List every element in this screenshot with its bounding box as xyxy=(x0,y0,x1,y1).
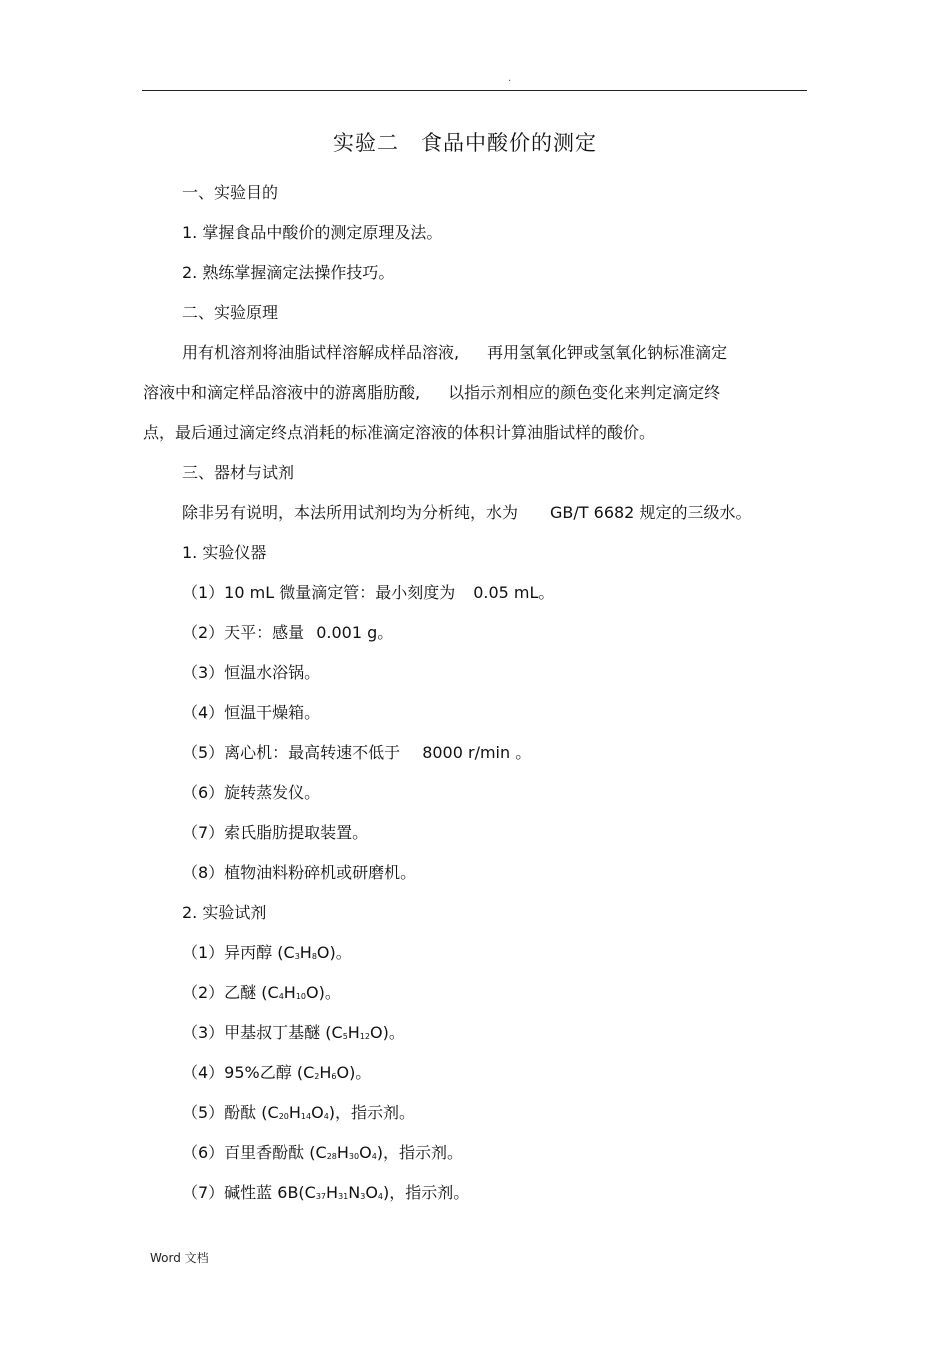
footer-label: Word 文档 xyxy=(150,1251,209,1265)
materials-heading: 三、器材与试剂 xyxy=(182,463,295,482)
principle-heading: 二、实验原理 xyxy=(182,303,279,322)
materials-note-a: 除非另有说明，本法所用试剂均为分析纯，水为 xyxy=(182,503,519,522)
principle-line-1-a: 用有机溶剂将油脂试样溶解成样品溶液, xyxy=(182,343,460,362)
principle-line-2 xyxy=(143,381,720,405)
materials-note-b: GB/T 6682 规定的三级水。 xyxy=(550,503,752,522)
instrument-6: （6）旋转蒸发仪。 xyxy=(182,783,321,802)
reagent-6: （6）百里香酚酞 $(C_{28}H_{30}O_4)$，指示剂。 xyxy=(182,1143,464,1162)
principle-line-2-b: 以指示剂相应的颜色变化来判定滴定终 xyxy=(448,383,721,402)
instrument-5-value: 8000 r/min 。 xyxy=(422,743,532,762)
principle-line-1-b: 再用氢氧化钾或氢氧化钠标准滴定 xyxy=(487,343,728,362)
purpose-heading: 一、实验目的 xyxy=(182,183,279,202)
principle-line-1 xyxy=(182,341,727,365)
reagent-1: （1）异丙醇 $(C_3H_8O)$。 xyxy=(182,943,352,962)
header-dot: . xyxy=(508,73,512,84)
materials-note xyxy=(182,501,751,525)
instrument-7: （7）索氏脂肪提取装置。 xyxy=(182,823,369,842)
instruments-heading: 1. 实验仪器 xyxy=(182,543,267,562)
reagent-3: （3）甲基叔丁基醚 $(C_5H_{12}O)$。 xyxy=(182,1023,405,1042)
instrument-1 xyxy=(182,581,554,605)
instrument-3: （3）恒温水浴锅。 xyxy=(182,663,321,682)
document-title: 实验二 食品中酸价的测定 xyxy=(333,131,597,155)
reagent-5: （5）酚酞 $(C_{20}H_{14}O_4)$，指示剂。 xyxy=(182,1103,416,1122)
reagents-heading: 2. 实验试剂 xyxy=(182,903,267,922)
purpose-item-1: 1. 掌握食品中酸价的测定原理及法。 xyxy=(182,223,443,242)
principle-line-2-a: 溶液中和滴定样品溶液中的游离脂肪酸, xyxy=(143,383,421,402)
instrument-1-text: （1）10 mL 微量滴定管：最小刻度为 xyxy=(182,583,456,602)
reagent-7: （7）碱性蓝 $6B(C_{37}H_{31}N_3O_4)$，指示剂。 xyxy=(182,1183,470,1202)
reagent-2: （2）乙醚 $(C_4H_{10}O)$。 xyxy=(182,983,341,1002)
principle-line-3: 点，最后通过滴定终点消耗的标准滴定溶液的体积计算油脂试样的酸价。 xyxy=(143,423,656,442)
instrument-2-value: 0.001 g。 xyxy=(316,623,394,642)
instrument-4: （4）恒温干燥箱。 xyxy=(182,703,321,722)
reagent-4: （4）95%乙醇 $(C_2H_6O)$。 xyxy=(182,1063,372,1082)
instrument-8: （8）植物油料粉碎机或研磨机。 xyxy=(182,863,417,882)
instrument-1-value: 0.05 mL。 xyxy=(473,583,555,602)
purpose-item-2: 2. 熟练掌握滴定法操作技巧。 xyxy=(182,263,395,282)
instrument-5 xyxy=(182,741,531,765)
instrument-2 xyxy=(182,621,393,645)
instrument-2-text: （2）天平：感量 xyxy=(182,623,305,642)
instrument-5-text: （5）离心机：最高转速不低于 xyxy=(182,743,401,762)
header-rule xyxy=(142,90,807,91)
